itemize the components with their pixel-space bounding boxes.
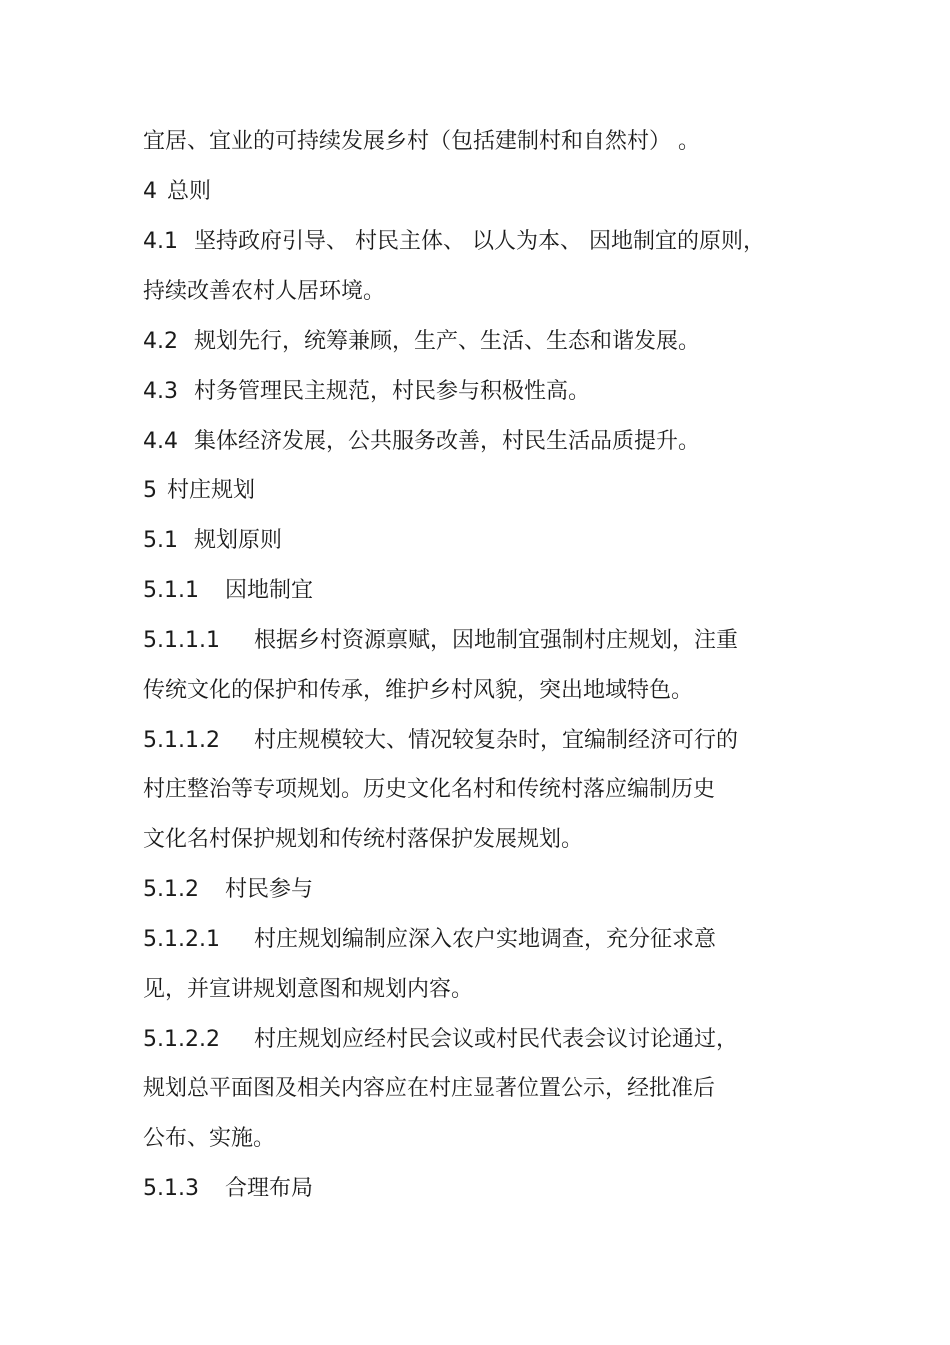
clause-number: 5.1.2.2 xyxy=(143,1027,220,1052)
clause-line xyxy=(143,527,282,555)
text-line xyxy=(143,976,473,1004)
text-line xyxy=(143,278,385,306)
clause-text: 规划原则 xyxy=(194,528,283,553)
section-title: 村庄规划 xyxy=(167,478,256,503)
line-text: 文化名村保护规划和传统村落保护发展规划。 xyxy=(143,827,584,852)
clause-number: 5.1.3 xyxy=(143,1176,199,1201)
text-line xyxy=(143,677,693,705)
clause-number: 4.1 xyxy=(143,229,178,254)
clause-text: 村庄规划应经村民会议或村民代表会议讨论通过， xyxy=(253,1027,738,1052)
clause-text: 村庄规模较大、情况较复杂时，宜编制经济可行的 xyxy=(253,728,738,753)
clause-number: 5.1.1.1 xyxy=(143,628,220,653)
clause-line xyxy=(143,328,700,356)
line-text: 公布、实施。 xyxy=(143,1126,276,1151)
line-text: 持续改善农村人居环境。 xyxy=(143,279,386,304)
clause-text: 坚持政府引导、 村民主体、 以人为本、 因地制宜的原则， xyxy=(194,229,765,254)
clause-line xyxy=(143,378,590,406)
section-heading xyxy=(143,477,255,505)
section-number: 4 xyxy=(143,179,157,204)
text-line xyxy=(143,1075,715,1103)
clause-line xyxy=(143,428,700,456)
clause-number: 5.1.1.2 xyxy=(143,728,220,753)
line-text: 宜居、宜业的可持续发展乡村（包括建制村和自然村） 。 xyxy=(143,129,700,154)
section-title: 总则 xyxy=(167,179,212,204)
clause-number: 4.3 xyxy=(143,379,178,404)
clause-line xyxy=(143,876,313,904)
clause-text: 根据乡村资源禀赋，因地制宜强制村庄规划，注重 xyxy=(253,628,738,653)
clause-text: 因地制宜 xyxy=(224,578,313,603)
clause-line xyxy=(143,926,716,954)
line-text: 村庄整治等专项规划。历史文化名村和传统村落应编制历史 xyxy=(143,777,716,802)
clause-number: 4.2 xyxy=(143,329,178,354)
clause-line xyxy=(143,577,313,605)
clause-number: 5.1.2.1 xyxy=(143,927,220,952)
clause-number: 4.4 xyxy=(143,429,178,454)
line-text: 规划总平面图及相关内容应在村庄显著位置公示，经批准后 xyxy=(143,1076,716,1101)
clause-line xyxy=(143,627,738,655)
clause-text: 集体经济发展，公共服务改善，村民生活品质提升。 xyxy=(194,429,701,454)
line-text: 见，并宣讲规划意图和规划内容。 xyxy=(143,977,474,1002)
clause-number: 5.1.1 xyxy=(143,578,199,603)
clause-text: 规划先行，统筹兼顾，生产、生活、生态和谐发展。 xyxy=(194,329,701,354)
text-line xyxy=(143,776,715,804)
section-number: 5 xyxy=(143,478,157,503)
text-line xyxy=(143,1125,275,1153)
clause-line xyxy=(143,228,765,256)
section-heading xyxy=(143,178,211,206)
text-line xyxy=(143,128,700,156)
clause-text: 村庄规划编制应深入农户实地调查，充分征求意 xyxy=(253,927,716,952)
clause-line xyxy=(143,727,738,755)
clause-number: 5.1 xyxy=(143,528,178,553)
clause-text: 村民参与 xyxy=(224,877,313,902)
line-text: 传统文化的保护和传承，维护乡村风貌，突出地域特色。 xyxy=(143,678,694,703)
text-line xyxy=(143,826,583,854)
clause-line xyxy=(143,1026,738,1054)
clause-number: 5.1.2 xyxy=(143,877,199,902)
clause-line xyxy=(143,1175,313,1203)
clause-text: 村务管理民主规范，村民参与积极性高。 xyxy=(194,379,591,404)
clause-text: 合理布局 xyxy=(224,1176,313,1201)
